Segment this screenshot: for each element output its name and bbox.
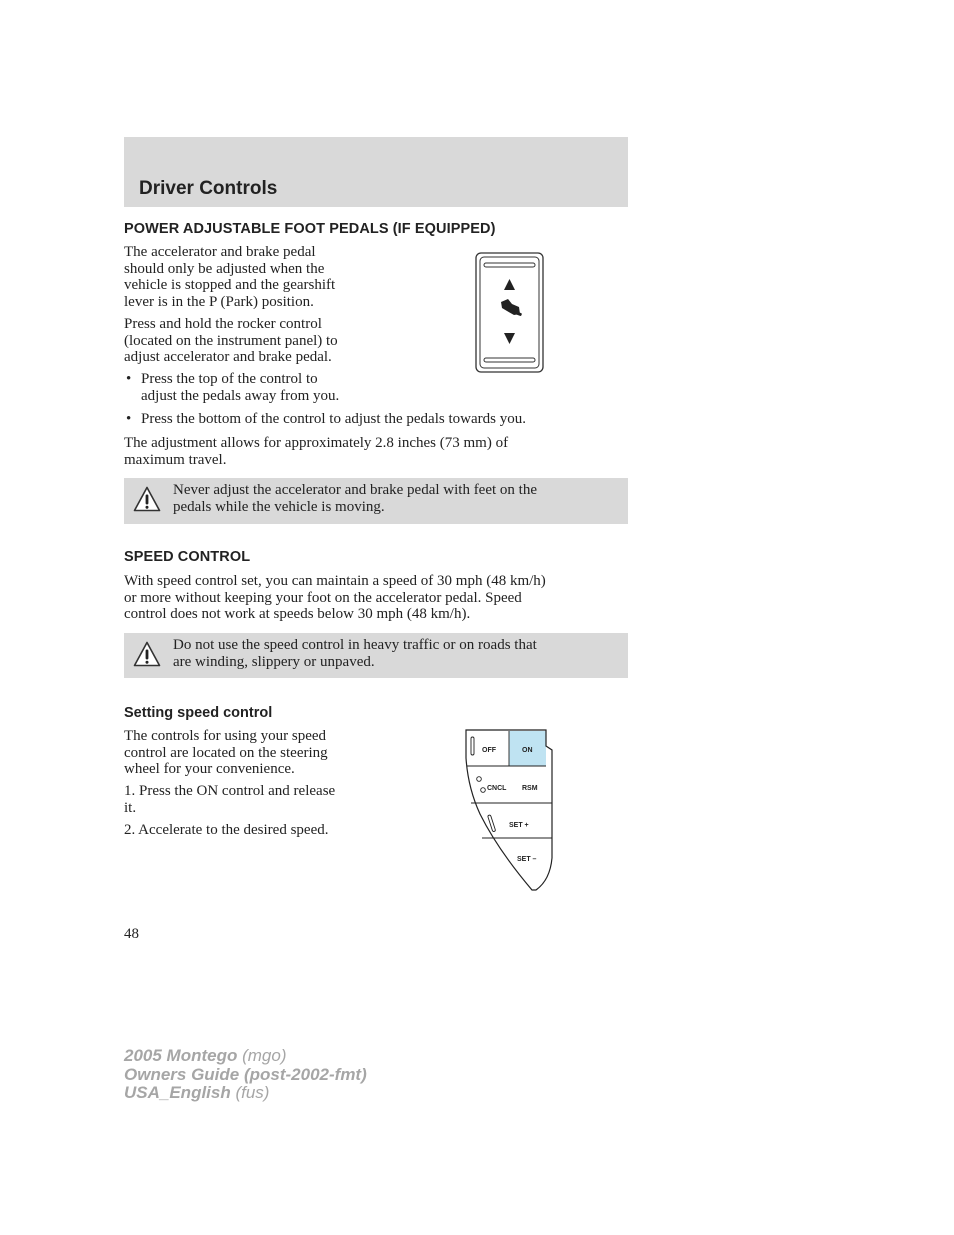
setting-step-1: 1. Press the ON control and release it. — [124, 783, 336, 816]
page-number: 48 — [124, 926, 139, 942]
bullet-dot: • — [126, 411, 132, 427]
warning-triangle-icon — [133, 641, 161, 667]
pedals-paragraph-2: Press and hold the rocker control (located on the instrument panel) to adjust accelerator and brake pedal. — [124, 316, 338, 366]
setting-heading: Setting speed control — [124, 705, 273, 721]
set-plus-label: SET + — [509, 822, 529, 829]
pedals-heading: POWER ADJUSTABLE FOOT PEDALS (IF EQUIPPED) — [124, 221, 496, 237]
rsm-label: RSM — [522, 785, 538, 792]
setting-step-2: 2. Accelerate to the desired speed. — [124, 822, 329, 838]
warning-triangle-icon — [133, 486, 161, 512]
pedals-paragraph-1: The accelerator and brake pedal should only be adjusted when the vehicle is stopped and the gearshift lever is in the P (Park) position. — [124, 244, 336, 310]
pedals-bullet-2: • Press the bottom of the control to adjust the pedals towards you. — [126, 411, 526, 427]
section-title: Driver Controls — [139, 178, 278, 199]
cncl-label: CNCL — [487, 785, 507, 792]
speed-heading: SPEED CONTROL — [124, 549, 251, 565]
on-label: ON — [522, 747, 533, 754]
set-minus-label: SET – — [517, 856, 537, 863]
speed-warning-text: Do not use the speed control in heavy traffic or on roads that are winding, slippery or unpaved. — [173, 637, 537, 670]
pedal-rocker-switch-figure — [475, 252, 545, 374]
pedals-paragraph-3: The adjustment allows for approximately 2.8 inches (73 mm) of maximum travel. — [124, 435, 509, 468]
off-label: OFF — [482, 747, 496, 754]
pedals-warning-text: Never adjust the accelerator and brake pedal with feet on the pedals while the vehicle is moving. — [173, 482, 537, 515]
bullet-dot: • — [126, 371, 132, 387]
footer-id: 2005 Montego (mgo) Owners Guide (post-2002-fmt) USA_English (fus) — [124, 1046, 367, 1102]
speed-warning-box — [124, 633, 628, 678]
pedals-warning-box — [124, 478, 628, 524]
speed-control-switch-figure — [462, 728, 558, 894]
setting-paragraph-1: The controls for using your speed control are located on the steering wheel for your convenience. — [124, 728, 328, 778]
speed-paragraph-1: With speed control set, you can maintain a speed of 30 mph (48 km/h) or more without keeping your foot on the accelerator pedal. Speed control does not work at speeds below 30 mph (48 km/h). — [124, 573, 546, 623]
pedals-bullet-1: • Press the top of the control to adjust the pedals away from you. — [126, 371, 340, 404]
